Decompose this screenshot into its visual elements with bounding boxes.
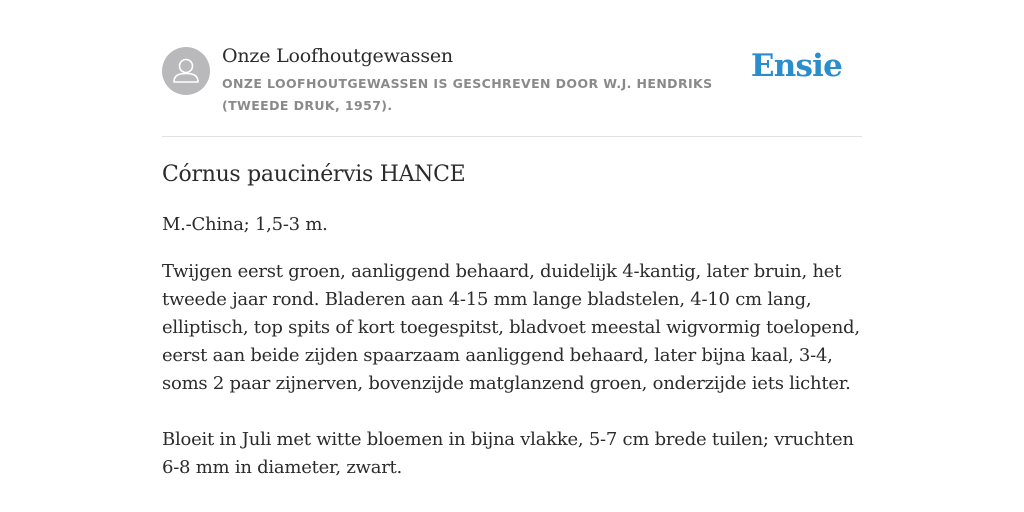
brand-logo[interactable]: Ensie [750, 48, 842, 84]
entry-paragraph-origin: M.-China; 1,5-3 m. [162, 214, 328, 235]
entry-title: Córnus paucinérvis HANCE [162, 162, 466, 187]
entry-paragraph-flowering: Bloeit in Juli met witte bloemen in bijna vlakke, 5-7 cm brede tuilen; vruchten 6-8 mm in diameter, zwart. [162, 429, 854, 478]
user-silhouette-icon [162, 47, 210, 95]
source-title[interactable]: Onze Loofhoutgewassen [222, 45, 453, 67]
avatar[interactable] [162, 47, 210, 95]
source-header [162, 44, 862, 137]
entry-content [162, 156, 862, 482]
entry-paragraph-description: Twijgen eerst groen, aanliggend behaard, duidelijk 4-kantig, later bruin, het tweede jaar rond. Bladeren aan 4-15 mm lange bladstelen, 4-10 cm lang, elliptisch, top spits of kort toegespitst, bladvoet meestal wigvormig toelopend, eerst aan beide zijden spaarzaam aanliggend behaard, later bijna kaal, 3-4, soms 2 paar zijnerven, bovenzijde matglanzend groen, onderzijde iets lichter. [162, 261, 860, 394]
source-subtitle: ONZE LOOFHOUTGEWASSEN IS GESCHREVEN DOOR W.J. HENDRIKS (TWEEDE DRUK, 1957). [222, 76, 713, 113]
